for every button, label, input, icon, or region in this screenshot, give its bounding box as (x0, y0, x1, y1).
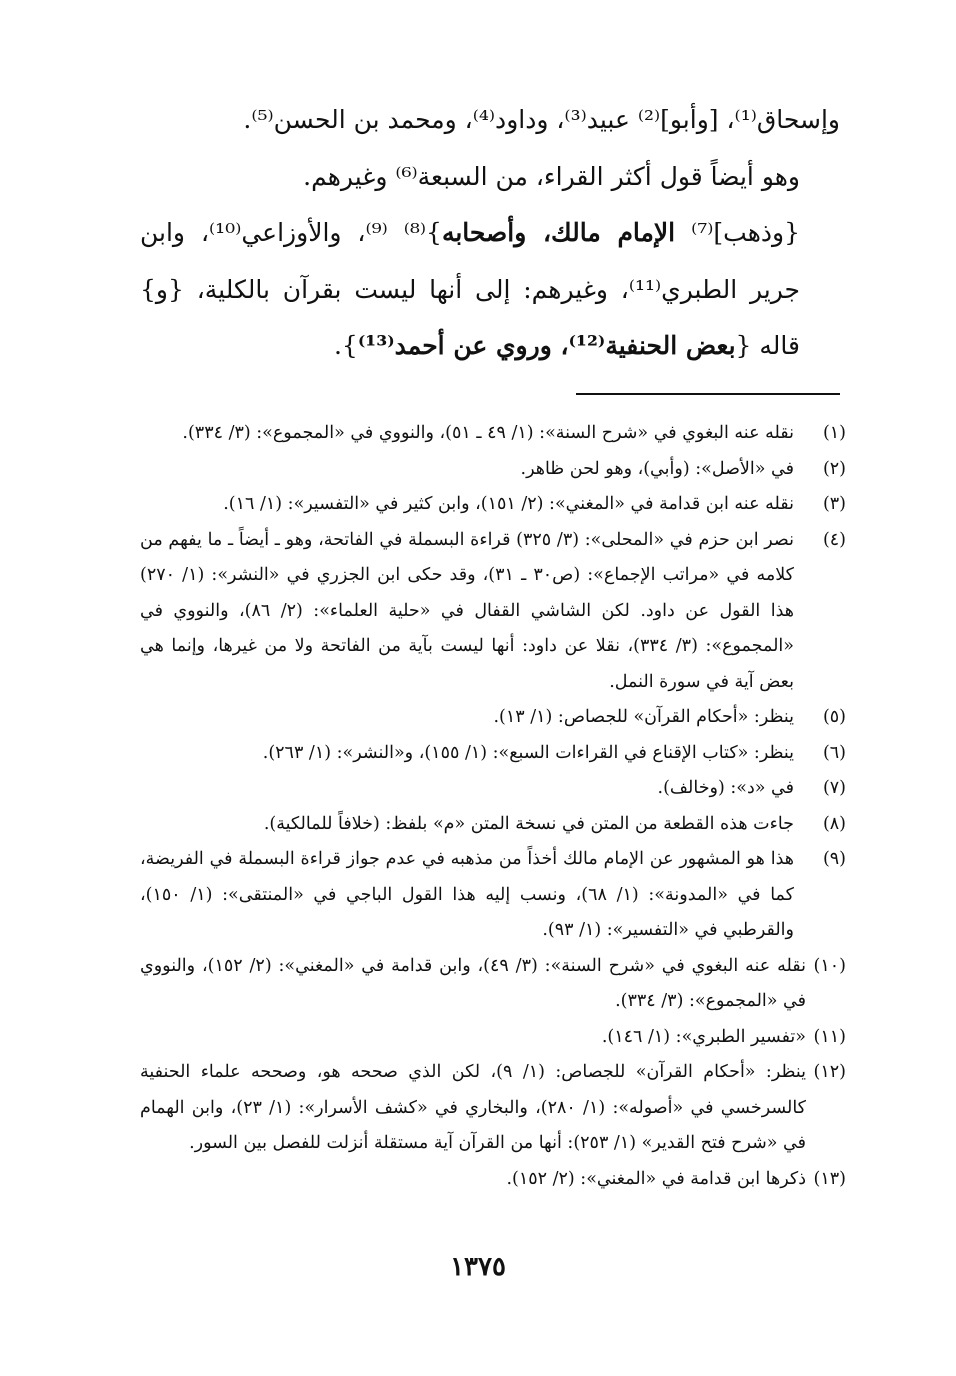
footnote-number: (٩) (822, 849, 846, 869)
footnote-text: «تفسير الطبري»: (١/ ١٤٦). (601, 1026, 806, 1047)
footnote (140, 1055, 846, 1162)
footnote (140, 1162, 846, 1198)
footnote (140, 771, 846, 807)
footnote (140, 736, 846, 772)
footnote-number: (٤) (822, 529, 846, 550)
footnote-number: (١) (822, 423, 846, 443)
footnote-text: جاءت هذه القطعة من المتن في نسخة المتن «م» بلفظ: (خلافاً للمالكية). (263, 813, 794, 834)
footnote (140, 416, 846, 452)
para3-part2: }⁽⁸⁾ ⁽⁹⁾، والأوزاعي⁽¹⁰⁾، وابن جرير الطبري⁽¹¹⁾، وغيرهم: إلى أنها ليست بقرآن بالكلية، {و} قاله { (140, 218, 800, 360)
footnote-number: (٦) (822, 742, 846, 763)
footnote (140, 1020, 846, 1056)
footnote-number: (١١) (813, 1026, 846, 1047)
footnote-text: نصر ابن حزم في «المحلى»: (٣/ ٣٢٥) قراءة البسملة في الفاتحة، وهو ـ أيضاً ـ ما يفهم من كلامه في «مراتب الإجماع»: (ص٣٠ ـ ٣١)، وقد حكى ابن الجزري في «النشر»: (١/ ٢٧٠) هذا القول عن داود. لكن الشاشي القفال في «حلية العلماء»: (٢/ ٨٦)، والنووي في «المجموع»: (٣/ ٣٣٤)، نقلا عن داود: أنها ليست بآية من الفاتحة ولا من غيرها، وإنما هي بعض آية في سورة النمل. (140, 529, 794, 692)
footnote (140, 700, 846, 736)
footnote-text: نقله عنه البغوي في «شرح السنة»: (٣/ ٤٩)، وابن قدامة في «المغني»: (٢/ ١٥٢)، والنووي في «المجموع»: (٣/ ٣٣٤). (140, 955, 806, 1011)
footnote-text: في «د»: (وخالف). (657, 778, 794, 798)
footnote-number: (١٣) (813, 1168, 846, 1189)
footnote (140, 452, 846, 488)
footnote-text: ينظر: «كتاب الإقناع في القراءات السبع»: (١/ ١٥٥)، و«النشر»: (١/ ٢٦٣). (262, 742, 794, 763)
footnote-number: (٥) (822, 707, 846, 727)
footnote-text: هذا هو المشهور عن الإمام مالك أخذاً من مذهبه في عدم جواز قراءة البسملة في الفريضة، كما في «المدونة»: (١/ ٦٨)، ونسب إليه هذا القول الباجي في «المنتقى»: (١/ ١٥٠)، والقرطبي في «التفسير»: (١/ ٩٣). (140, 849, 794, 940)
footnote (140, 487, 846, 523)
para3-bold1: الإمام مالك، وأصحابه (441, 218, 676, 247)
footnote-text: نقله عنه البغوي في «شرح السنة»: (١/ ٤٩ ـ ٥١)، والنووي في «المجموع»: (٣/ ٣٣٤). (182, 423, 794, 443)
para3-bold2: بعض الحنفية⁽¹²⁾، وروي عن أحمد⁽¹³⁾ (357, 331, 736, 360)
footnote-number: (١٢) (813, 1062, 846, 1082)
footnote-number: (٣) (822, 494, 846, 514)
footnote (140, 949, 846, 1020)
footnote (140, 807, 846, 843)
footnote (140, 842, 846, 949)
page-number: ١٣٧٥ (450, 1252, 506, 1282)
footnote-number: (١٠) (813, 955, 846, 976)
main-paragraph-3 (140, 205, 840, 375)
para3-part3: }. (333, 331, 358, 360)
main-line-1: وإسحاق⁽¹⁾، [وأبو]⁽²⁾ عبيد⁽³⁾، وداود⁽⁴⁾، ومحمد بن الحسن⁽⁵⁾. (243, 105, 840, 134)
footnotes (140, 416, 846, 1197)
footnote-number: (٨) (822, 813, 846, 834)
footnote-text: ذكرها ابن قدامة في «المغني»: (٢/ ١٥٢). (506, 1168, 806, 1189)
main-text (140, 92, 840, 375)
footnote-text: نقله عنه ابن قدامة في «المغني»: (٢/ ١٥١)، وابن كثير في «التفسير»: (١/ ١٦). (223, 494, 794, 514)
footnote (140, 523, 846, 701)
footnote-number: (٧) (822, 778, 846, 798)
main-line-2: وهو أيضاً قول أكثر القراء، من السبعة⁽⁶⁾ وغيرهم. (303, 161, 800, 191)
footnote-text: ينظر: «أحكام القرآن» للجصاص: (١/ ٩)، لكن الذي صححه هو، وصححه علماء الحنفية كالسرخسي في «أصوله»: (١/ ٢٨٠)، والبخاري في «كشف الأسرار»: (١/ ٢٣)، وابن الهمام في «شرح فتح القدير» (١/ ٢٥٣): أنها من القرآن آية مستقلة أنزلت للفصل بين السور. (140, 1062, 806, 1153)
footnote-text: في «الأصل»: (وأبي)، وهو لحن ظاهر. (520, 458, 794, 479)
footnote-number: (٢) (822, 458, 846, 479)
para3-part1: {وذهب]⁽⁷⁾ (675, 218, 800, 247)
footnote-separator (576, 393, 840, 395)
footnote-text: ينظر: «أحكام القرآن» للجصاص: (١/ ١٣). (493, 707, 794, 727)
